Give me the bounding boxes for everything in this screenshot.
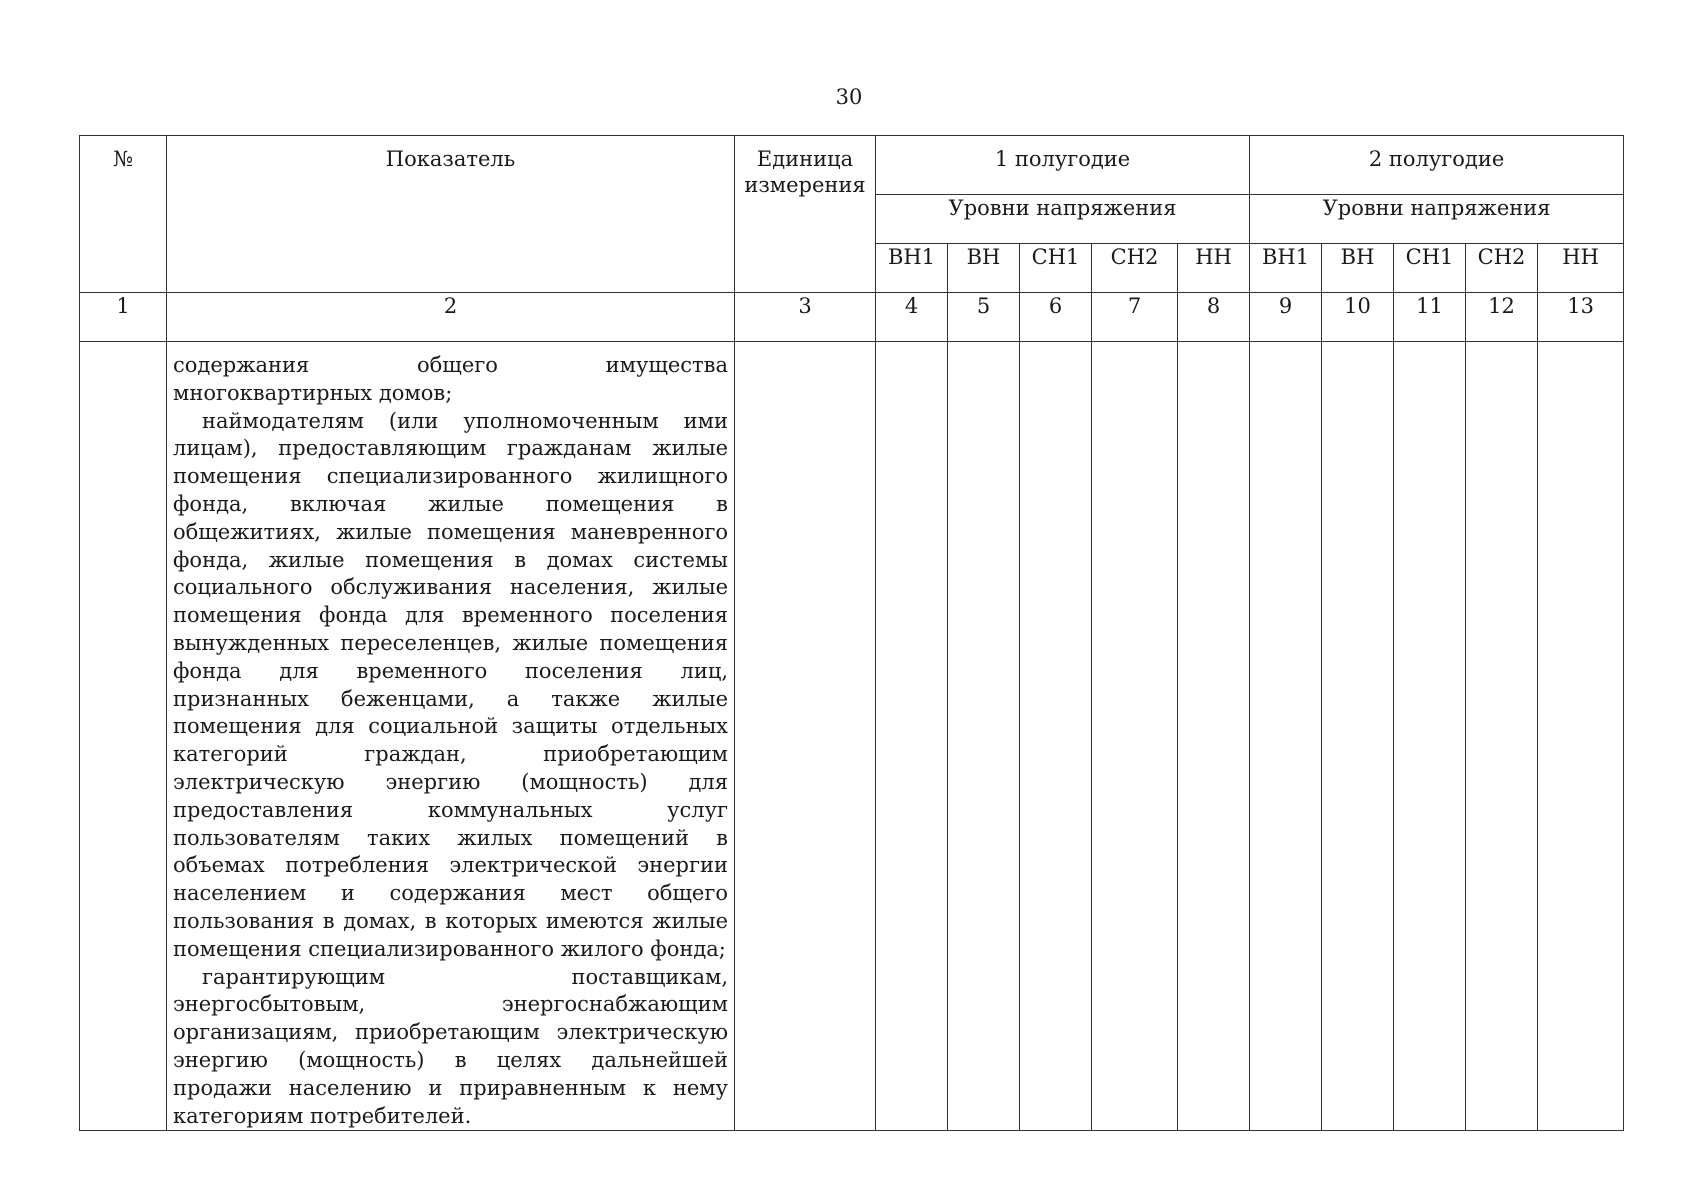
column-number: 11 <box>1394 293 1466 342</box>
column-number: 3 <box>735 293 876 342</box>
header-voltage-levels-1: Уровни напряжения <box>876 195 1250 244</box>
header-half-1: 1 полугодие <box>876 136 1250 195</box>
level-h2-vn1: ВН1 <box>1250 244 1322 293</box>
level-h1-nn: НН <box>1178 244 1250 293</box>
value-cell <box>1394 342 1466 1131</box>
column-number: 4 <box>876 293 948 342</box>
indicator-cell <box>167 342 735 1131</box>
value-cell <box>1538 342 1624 1131</box>
column-number: 1 <box>80 293 167 342</box>
column-number: 13 <box>1538 293 1624 342</box>
value-cell <box>1092 342 1178 1131</box>
column-number: 10 <box>1322 293 1394 342</box>
level-h1-vn: ВН <box>948 244 1020 293</box>
value-cell <box>1322 342 1394 1131</box>
header-unit: Единица измерения <box>735 136 876 293</box>
row-number-cell <box>80 342 167 1131</box>
indicator-paragraph: содержания общего имущества многоквартирных домов; <box>173 353 728 405</box>
unit-cell <box>735 342 876 1131</box>
data-table <box>79 135 1624 1131</box>
column-number: 7 <box>1092 293 1178 342</box>
column-number: 6 <box>1020 293 1092 342</box>
column-number: 9 <box>1250 293 1322 342</box>
header-no: № <box>80 136 167 293</box>
value-cell <box>1020 342 1092 1131</box>
column-number: 8 <box>1178 293 1250 342</box>
level-h2-nn: НН <box>1538 244 1624 293</box>
value-cell <box>876 342 948 1131</box>
indicator-paragraph: наймодателям (или уполномоченным ими лицам), предоставляющим гражданам жилые помещения специализированного жилищного фонда, включая жилые помещения в общежитиях, жилые помещения маневренного фонда, жилые помещения в домах системы социального обслуживания населения, жилые помещения фонда для временного поселения вынужденных переселенцев, жилые помещения фонда для временного поселения лиц, признанных беженцами, а также жилые помещения для социальной защиты отдельных категорий граждан, приобретающим электрическую энергию (мощность) для предоставления коммунальных услуг пользователям таких жилых помещений в объемах потребления электрической энергии населением и содержания мест общего пользования в домах, в которых имеются жилые помещения специализированного жилого фонда; <box>173 408 728 961</box>
value-cell <box>1250 342 1322 1131</box>
header-indicator: Показатель <box>167 136 735 293</box>
column-number: 5 <box>948 293 1020 342</box>
column-number: 12 <box>1466 293 1538 342</box>
indicator-paragraph: гарантирующим поставщикам, энергосбытовым, энергоснабжающим организациям, приобретающим электрическую энергию (мощность) в целях дальнейшей продажи населению и приравненным к нему категориям потребителей. <box>173 964 728 1128</box>
level-h2-sn1: СН1 <box>1394 244 1466 293</box>
level-h2-sn2: СН2 <box>1466 244 1538 293</box>
level-h1-vn1: ВН1 <box>876 244 948 293</box>
header-row-1 <box>80 136 1624 195</box>
header-half-2: 2 полугодие <box>1250 136 1624 195</box>
header-voltage-levels-2: Уровни напряжения <box>1250 195 1624 244</box>
level-h2-vn: ВН <box>1322 244 1394 293</box>
value-cell <box>1178 342 1250 1131</box>
level-h1-sn2: СН2 <box>1092 244 1178 293</box>
column-number-row <box>80 293 1624 342</box>
table-row <box>80 342 1624 1131</box>
value-cell <box>948 342 1020 1131</box>
level-h1-sn1: СН1 <box>1020 244 1092 293</box>
column-number: 2 <box>167 293 735 342</box>
page-number: 30 <box>835 85 863 109</box>
value-cell <box>1466 342 1538 1131</box>
